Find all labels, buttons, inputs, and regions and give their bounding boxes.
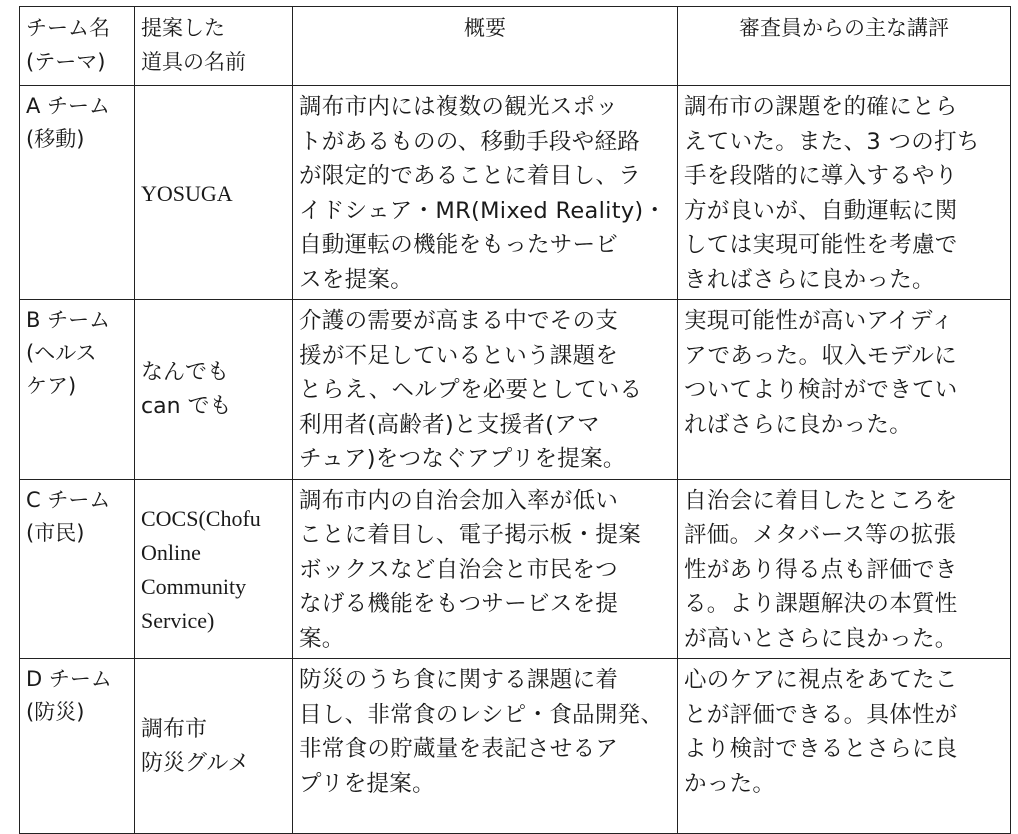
review-line: 評価。メタバース等の拡張 — [684, 522, 957, 548]
summary-line: が限定的であることに着目し、ラ — [299, 163, 642, 189]
summary-line: プリを提案。 — [299, 770, 435, 797]
team-name: C チーム — [26, 487, 111, 512]
summary-line: ことに着目し、電子掲示板・提案 — [299, 522, 642, 548]
review-line: 心のケアに視点をあてたこ — [684, 667, 958, 693]
team-cell — [20, 479, 135, 659]
summary-line: イドシェア・MR(Mixed Reality)・ — [299, 197, 667, 224]
summary-line: チュア)をつなぐアプリを提案。 — [299, 446, 626, 472]
tool-cell — [135, 86, 293, 300]
table-header-row — [20, 7, 1011, 86]
summary-line: とらえ、ヘルプを必要としている — [299, 377, 643, 403]
summary-line: ボックスなど自治会と市民をつ — [299, 556, 618, 583]
review-line: えていた。また、3 つの打ち — [684, 128, 980, 155]
review-line: 調布市の課題を的確にとら — [684, 94, 958, 120]
team-cell — [20, 86, 135, 300]
review-line: 手を段階的に導入するやり — [684, 163, 958, 189]
table-row — [20, 659, 1011, 834]
team-theme: (市民) — [26, 520, 85, 545]
tool-name-line: Online — [141, 539, 201, 565]
tool-name-line: 防災グルメ — [141, 751, 250, 776]
tool-cell — [135, 479, 293, 659]
table-row — [20, 86, 1011, 300]
team-name: D チーム — [26, 667, 112, 691]
review-line: 方が良いが、自動運転に関 — [684, 197, 958, 224]
summary-line: 介護の需要が高まる中でその支 — [299, 308, 619, 334]
summary-line: なげる機能をもつサービスを提 — [299, 591, 619, 617]
tool-name-line: can でも — [141, 394, 232, 420]
tool-name-line: なんでも — [141, 360, 230, 386]
tool-name-line: COCS(Chofu — [141, 505, 261, 531]
summary-cell — [293, 479, 678, 659]
header-review — [678, 7, 1011, 86]
header-tool-name-line1: 提案した — [141, 16, 225, 40]
review-line: が高いとさらに良かった。 — [684, 625, 958, 652]
review-line: 実現可能性が高いアイディ — [684, 308, 954, 334]
team-theme: (防災) — [26, 700, 85, 724]
team-theme: (移動) — [26, 127, 85, 151]
review-cell — [678, 659, 1011, 834]
summary-line: 目し、非常食のレシピ・食品開発、 — [299, 701, 664, 728]
summary-line: 非常食の貯蔵量を表記させるア — [299, 736, 619, 762]
header-tool-name-line2: 道具の名前 — [141, 50, 246, 74]
review-line: 性があり得る点も評価でき — [684, 556, 958, 583]
review-cell — [678, 479, 1011, 659]
review-line: とが評価できる。具体性が — [684, 701, 958, 728]
review-line: る。より課題解決の本質性 — [684, 591, 958, 617]
review-line: ればさらに良かった。 — [684, 411, 913, 438]
review-cell — [678, 86, 1011, 300]
review-line: きればさらに良かった。 — [684, 266, 935, 293]
tool-name: YOSUGA — [141, 180, 233, 206]
header-review-label: 審査員からの主な講評 — [739, 16, 949, 40]
summary-line: 利用者(高齢者)と支援者(アマ — [299, 411, 600, 438]
tool-name-line: 調布市 — [141, 717, 208, 742]
tool-name-line: Community — [141, 573, 247, 599]
proposals-table — [19, 6, 1011, 834]
summary-line: 案。 — [299, 625, 345, 652]
header-tool-name — [135, 7, 293, 86]
tool-name-line: Service) — [141, 607, 215, 633]
summary-line: 調布市内には複数の観光スポッ — [299, 94, 619, 120]
tool-cell — [135, 659, 293, 834]
tool-cell — [135, 300, 293, 480]
header-summary-label: 概要 — [464, 16, 506, 40]
summary-line: 防災のうち食に関する課題に着 — [299, 667, 619, 693]
header-team-name-line2: (テーマ) — [26, 50, 106, 74]
review-line: アであった。収入モデルに — [684, 342, 957, 369]
summary-line: スを提案。 — [299, 266, 414, 293]
summary-line: 自動運転の機能をもったサービ — [299, 232, 619, 258]
review-line: 自治会に着目したところを — [684, 487, 958, 514]
header-summary — [293, 7, 678, 86]
review-line: しては実現可能性を考慮で — [684, 232, 958, 258]
review-line: かった。 — [684, 770, 776, 797]
review-cell — [678, 300, 1011, 480]
summary-line: 調布市内の自治会加入率が低い — [299, 487, 619, 514]
team-name: A チーム — [26, 94, 111, 118]
table-row — [20, 300, 1011, 480]
summary-line: トがあるものの、移動手段や経路 — [299, 128, 641, 155]
header-team-name-line1: チーム名 — [26, 16, 110, 40]
team-theme-cont: ケア) — [26, 374, 77, 398]
summary-cell — [293, 86, 678, 300]
summary-cell — [293, 300, 678, 480]
team-cell — [20, 300, 135, 480]
summary-line: 援が不足しているという課題を — [299, 342, 619, 369]
review-line: より検討できるとさらに良 — [684, 736, 958, 762]
team-name: B チーム — [26, 308, 111, 332]
team-cell — [20, 659, 135, 834]
review-line: ついてより検討ができてい — [684, 377, 958, 403]
team-theme: (ヘルス — [26, 341, 97, 365]
summary-cell — [293, 659, 678, 834]
table-row — [20, 479, 1011, 659]
header-team-name — [20, 7, 135, 86]
